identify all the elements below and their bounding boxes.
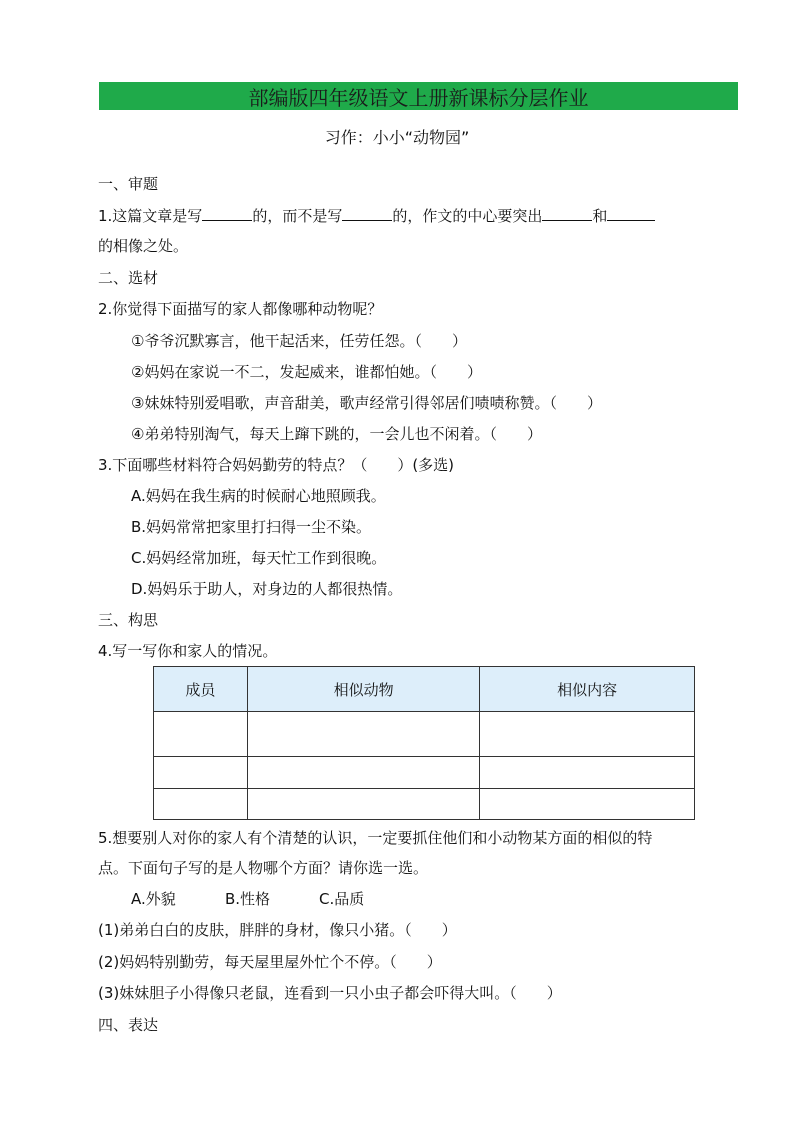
q1-text-3: 的，作文的中心要突出 xyxy=(392,207,543,225)
header-similar-content: 相似内容 xyxy=(480,667,695,712)
family-info-table xyxy=(153,666,695,820)
q1-text-2: 的，而不是写 xyxy=(252,207,343,225)
page-title: 习作：小小“动物园” xyxy=(324,128,470,147)
question-5-item: (3)妹妹胆子小得像只老鼠，连看到一只小虫子都会吓得大叫。（ ） xyxy=(98,984,562,1002)
question-5-line-1: 5.想要别人对你的家人有个清楚的认识，一定要抓住他们和小动物某方面的相似的特 xyxy=(98,829,653,847)
question-2-item: ②妈妈在家说一不二，发起威来，谁都怕她。（ ） xyxy=(131,363,482,381)
question-4-stem: 4.写一写你和家人的情况。 xyxy=(98,642,278,660)
choice-c: C.品质 xyxy=(319,890,365,908)
table-cell[interactable] xyxy=(154,757,248,789)
question-3-option-a: A.妈妈在我生病的时候耐心地照顾我。 xyxy=(131,487,386,505)
choice-a: A.外貌 xyxy=(131,890,176,908)
section-heading-3: 三、构思 xyxy=(98,611,159,629)
question-5-choices xyxy=(131,887,741,911)
header-similar-animal: 相似动物 xyxy=(247,667,480,712)
question-5-line-2: 点。下面句子写的是人物哪个方面？请你选一选。 xyxy=(98,859,429,877)
table-row xyxy=(154,712,695,757)
question-3-option-d: D.妈妈乐于助人，对身边的人都很热情。 xyxy=(131,580,403,598)
question-2-stem: 2.你觉得下面描写的家人都像哪种动物呢？ xyxy=(98,300,383,318)
q1-blank-3[interactable] xyxy=(542,204,592,221)
table-cell[interactable] xyxy=(480,789,695,820)
table-row xyxy=(154,757,695,789)
table-cell[interactable] xyxy=(480,712,695,757)
section-heading-2: 二、选材 xyxy=(98,269,159,287)
worksheet-banner xyxy=(99,82,738,110)
question-1-line-2: 的相像之处。 xyxy=(98,237,189,255)
q1-blank-4[interactable] xyxy=(607,204,655,221)
table-cell[interactable] xyxy=(247,789,480,820)
question-2-item: ③妹妹特别爱唱歌，声音甜美，歌声经常引得邻居们啧啧称赞。（ ） xyxy=(131,394,602,412)
q1-text-4: 和 xyxy=(592,207,608,225)
question-5-item: (1)弟弟白白的皮肤，胖胖的身材，像只小猪。（ ） xyxy=(98,921,457,939)
question-2-item: ①爷爷沉默寡言，他干起活来，任劳任怨。（ ） xyxy=(131,332,467,350)
table-header-row xyxy=(154,667,695,712)
table-cell[interactable] xyxy=(247,757,480,789)
question-2-item: ④弟弟特别淘气，每天上蹿下跳的，一会儿也不闲着。（ ） xyxy=(131,425,542,443)
question-3-option-b: B.妈妈常常把家里打扫得一尘不染。 xyxy=(131,518,372,536)
table-cell[interactable] xyxy=(154,789,248,820)
question-3-stem: 3.下面哪些材料符合妈妈勤劳的特点？（ ）(多选) xyxy=(98,456,455,474)
q1-text-1: 1.这篇文章是写 xyxy=(98,207,203,225)
q1-blank-1[interactable] xyxy=(202,204,252,221)
banner-title: 部编版四年级语文上册新课标分层作业 xyxy=(248,85,589,110)
header-member: 成员 xyxy=(154,667,248,712)
question-3-option-c: C.妈妈经常加班，每天忙工作到很晚。 xyxy=(131,549,387,567)
table-cell[interactable] xyxy=(154,712,248,757)
choice-b: B.性格 xyxy=(225,890,271,908)
table-row xyxy=(154,789,695,820)
q1-blank-2[interactable] xyxy=(342,204,392,221)
section-heading-1: 一、审题 xyxy=(98,175,159,193)
question-1-line-1 xyxy=(98,204,708,228)
table-cell[interactable] xyxy=(247,712,480,757)
question-5-item: (2)妈妈特别勤劳，每天屋里屋外忙个不停。（ ） xyxy=(98,953,442,971)
table-cell[interactable] xyxy=(480,757,695,789)
section-heading-4: 四、表达 xyxy=(98,1016,159,1034)
